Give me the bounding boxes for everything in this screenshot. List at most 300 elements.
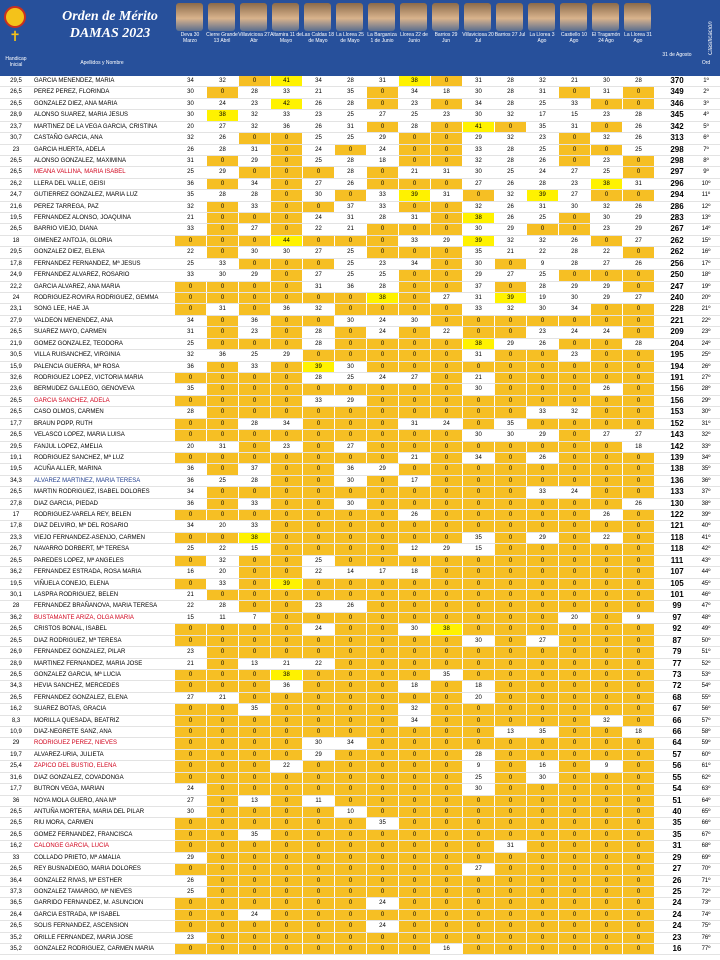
player-photo: [624, 3, 651, 31]
score-cell: 0: [270, 944, 302, 954]
score-cell: 0: [238, 841, 270, 851]
score-cell: 0: [590, 316, 622, 326]
table-row: [0, 659, 720, 670]
score-cell: 31: [334, 213, 366, 223]
score-cell: 0: [430, 921, 462, 931]
score-cell: 27: [206, 122, 238, 132]
score-cell: 0: [558, 476, 590, 486]
score-cell: 0: [462, 944, 494, 954]
score-cell: 0: [206, 499, 238, 509]
player-name-cell: FERNANDEZ GONZALEZ, ELENA: [34, 694, 128, 701]
score-cell: 0: [270, 853, 302, 863]
score-cell: 0: [238, 693, 270, 703]
side-note: Clasificación: [708, 21, 714, 55]
score-cell: 0: [494, 384, 526, 394]
score-cell: 28: [366, 282, 398, 292]
score-cell: 14: [334, 567, 366, 577]
score-cell: 0: [430, 659, 462, 669]
score-cell: 0: [270, 270, 302, 280]
score-cell: 30: [462, 110, 494, 120]
total-cell: 79: [672, 647, 682, 657]
total-cell: 256: [670, 258, 684, 268]
score-cell: 0: [270, 407, 302, 417]
table-row: [0, 487, 720, 498]
score-cell: 24: [302, 145, 334, 155]
score-cell: 0: [302, 613, 334, 623]
score-cell: 0: [174, 864, 206, 874]
handicap-cell: 19,1: [10, 454, 22, 461]
score-cell: 0: [206, 818, 238, 828]
score-cell: 0: [590, 636, 622, 646]
score-cell: 0: [174, 670, 206, 680]
total-cell: 296: [670, 178, 684, 188]
score-cell: 27: [398, 373, 430, 383]
score-cell: 0: [622, 544, 654, 554]
score-cell: 0: [398, 944, 430, 954]
score-cell: 0: [526, 544, 558, 554]
score-cell: 0: [494, 647, 526, 657]
score-cell: 0: [366, 830, 398, 840]
score-cell: 18: [366, 156, 398, 166]
handicap-cell: 23,1: [10, 306, 22, 313]
score-cell: 36: [334, 464, 366, 474]
score-cell: 0: [558, 533, 590, 543]
score-cell: 20: [558, 613, 590, 623]
score-cell: 0: [398, 282, 430, 292]
total-cell: 240: [670, 293, 684, 303]
score-cell: 15: [174, 613, 206, 623]
score-cell: 0: [334, 841, 366, 851]
score-cell: 28: [526, 282, 558, 292]
score-cell: 0: [590, 339, 622, 349]
table-row: [0, 259, 720, 270]
score-cell: 0: [462, 796, 494, 806]
total-cell: 298: [670, 144, 684, 154]
score-cell: 0: [494, 442, 526, 452]
player-name-cell: BERMUDEZ GALLEGO, GENOVEVA: [34, 386, 135, 393]
score-cell: 0: [302, 236, 334, 246]
score-cell: 0: [398, 556, 430, 566]
score-cell: 0: [398, 247, 430, 257]
score-cell: 0: [430, 636, 462, 646]
score-cell: 0: [558, 544, 590, 554]
score-cell: 0: [334, 419, 366, 429]
order-cell: 19º: [701, 283, 711, 290]
score-cell: 38: [366, 293, 398, 303]
score-cell: 0: [558, 442, 590, 452]
score-cell: 26: [622, 202, 654, 212]
score-cell: 0: [206, 87, 238, 97]
score-cell: 0: [526, 716, 558, 726]
score-cell: 0: [334, 693, 366, 703]
handicap-cell: 34,3: [10, 683, 22, 690]
order-cell: 1º: [703, 78, 709, 84]
score-cell: 0: [430, 647, 462, 657]
score-cell: 0: [270, 190, 302, 200]
player-name-cell: FANJUL LOPEZ, AMELIA: [34, 443, 103, 450]
player-photo: [528, 3, 555, 31]
score-cell: 0: [206, 236, 238, 246]
score-cell: 0: [174, 898, 206, 908]
score-cell: 30: [526, 304, 558, 314]
score-cell: 0: [398, 898, 430, 908]
score-cell: 31: [366, 76, 398, 86]
score-cell: 0: [366, 738, 398, 748]
score-cell: 0: [366, 750, 398, 760]
score-cell: 0: [270, 430, 302, 440]
score-cell: 0: [398, 499, 430, 509]
order-cell: 48º: [701, 614, 711, 621]
score-cell: 27: [366, 110, 398, 120]
total-cell: 67: [672, 704, 682, 714]
score-cell: 0: [366, 761, 398, 771]
score-cell: 34: [174, 487, 206, 497]
score-cell: 0: [494, 738, 526, 748]
score-cell: 29: [590, 293, 622, 303]
handicap-cell: 30,5: [10, 352, 22, 359]
table-row: [0, 898, 720, 909]
score-cell: 0: [430, 898, 462, 908]
score-cell: 20: [174, 442, 206, 452]
handicap-cell: 10,9: [10, 729, 22, 736]
table-row: [0, 407, 720, 418]
score-cell: 0: [526, 362, 558, 372]
order-cell: 66º: [701, 820, 711, 827]
player-name-cell: CASO OLMOS, CARMEN: [34, 409, 104, 416]
score-cell: 32: [590, 716, 622, 726]
score-cell: 0: [462, 807, 494, 817]
score-cell: 0: [302, 384, 334, 394]
score-cell: 30: [302, 738, 334, 748]
score-cell: 0: [270, 830, 302, 840]
score-cell: 33: [526, 407, 558, 417]
total-cell: 153: [670, 407, 684, 417]
score-cell: 0: [590, 464, 622, 474]
total-cell: 24: [672, 909, 682, 919]
score-cell: 31: [430, 167, 462, 177]
player-name-cell: ACUÑA ALLER, MARINA: [34, 466, 102, 473]
score-cell: 0: [174, 750, 206, 760]
score-cell: 0: [622, 533, 654, 543]
score-cell: 0: [334, 453, 366, 463]
score-cell: 0: [558, 887, 590, 897]
total-cell: 142: [670, 441, 684, 451]
score-cell: 0: [430, 533, 462, 543]
score-cell: 0: [558, 659, 590, 669]
score-cell: 26: [590, 384, 622, 394]
score-cell: 13: [494, 727, 526, 737]
score-cell: 0: [238, 784, 270, 794]
ranking-table: [0, 76, 720, 955]
handicap-cell: 16,2: [10, 843, 22, 850]
score-cell: 34: [174, 76, 206, 86]
score-cell: 0: [366, 647, 398, 657]
order-cell: 5º: [703, 123, 709, 130]
score-cell: 0: [366, 613, 398, 623]
score-cell: 35: [174, 190, 206, 200]
table-row: [0, 99, 720, 110]
score-cell: 25: [334, 247, 366, 257]
score-cell: 0: [558, 784, 590, 794]
score-cell: 0: [462, 647, 494, 657]
score-cell: 33: [366, 202, 398, 212]
score-cell: 0: [270, 727, 302, 737]
score-cell: 0: [430, 350, 462, 360]
score-cell: 0: [590, 487, 622, 497]
score-cell: 0: [366, 224, 398, 234]
score-cell: 0: [270, 773, 302, 783]
table-row: [0, 818, 720, 829]
score-cell: 0: [462, 841, 494, 851]
score-cell: 0: [302, 453, 334, 463]
score-cell: 0: [558, 796, 590, 806]
score-cell: 0: [622, 818, 654, 828]
score-cell: 0: [622, 521, 654, 531]
table-row: [0, 613, 720, 624]
score-cell: 0: [334, 887, 366, 897]
handicap-cell: 26,5: [10, 409, 22, 416]
score-cell: 0: [494, 464, 526, 474]
score-cell: 9: [590, 761, 622, 771]
handicap-cell: 26,2: [10, 180, 22, 187]
score-cell: 0: [238, 738, 270, 748]
score-cell: 0: [334, 773, 366, 783]
table-row: [0, 567, 720, 578]
score-cell: 0: [622, 670, 654, 680]
score-cell: 32: [494, 133, 526, 143]
score-cell: 0: [366, 579, 398, 589]
score-cell: 25: [334, 373, 366, 383]
score-cell: 0: [622, 921, 654, 931]
score-cell: 24: [238, 910, 270, 920]
score-cell: 0: [430, 704, 462, 714]
score-cell: 30: [462, 430, 494, 440]
score-cell: 0: [462, 327, 494, 337]
order-cell: 76º: [701, 934, 711, 941]
score-cell: 0: [238, 853, 270, 863]
score-cell: 0: [622, 304, 654, 314]
score-cell: 0: [366, 864, 398, 874]
score-cell: 0: [494, 716, 526, 726]
table-row: [0, 282, 720, 293]
score-cell: 0: [558, 213, 590, 223]
score-cell: 0: [366, 841, 398, 851]
score-cell: 0: [398, 487, 430, 497]
score-cell: 0: [494, 487, 526, 497]
score-cell: 0: [494, 636, 526, 646]
score-cell: 0: [398, 910, 430, 920]
score-cell: 0: [462, 601, 494, 611]
score-cell: 0: [494, 259, 526, 269]
score-cell: 0: [302, 830, 334, 840]
score-cell: 0: [590, 304, 622, 314]
score-cell: 24: [430, 419, 462, 429]
score-cell: 29: [622, 213, 654, 223]
score-cell: 22: [302, 224, 334, 234]
score-cell: 28: [302, 327, 334, 337]
score-cell: 0: [526, 396, 558, 406]
score-cell: 0: [366, 784, 398, 794]
score-cell: 0: [558, 738, 590, 748]
table-row: [0, 579, 720, 590]
order-cell: 11º: [701, 192, 711, 199]
score-cell: 0: [398, 304, 430, 314]
club-logo: [4, 6, 26, 28]
score-cell: 35: [238, 830, 270, 840]
score-cell: 32: [238, 122, 270, 132]
score-cell: 0: [590, 373, 622, 383]
score-cell: 0: [270, 167, 302, 177]
score-cell: 0: [590, 910, 622, 920]
score-cell: 0: [590, 396, 622, 406]
score-cell: 0: [302, 636, 334, 646]
score-cell: 0: [526, 521, 558, 531]
score-cell: 0: [590, 499, 622, 509]
score-cell: 38: [462, 339, 494, 349]
score-cell: 26: [526, 453, 558, 463]
score-cell: 0: [526, 921, 558, 931]
score-cell: 0: [494, 853, 526, 863]
table-row: [0, 910, 720, 921]
score-cell: 0: [462, 830, 494, 840]
score-cell: 0: [238, 453, 270, 463]
score-cell: 0: [494, 796, 526, 806]
total-cell: 25: [672, 886, 682, 896]
score-cell: 0: [238, 236, 270, 246]
score-cell: 0: [398, 636, 430, 646]
handicap-cell: 19,5: [10, 466, 22, 473]
score-cell: 0: [398, 350, 430, 360]
score-cell: 0: [270, 716, 302, 726]
score-cell: 0: [302, 419, 334, 429]
order-cell: 68º: [701, 843, 711, 850]
score-cell: 23: [526, 133, 558, 143]
score-cell: 0: [398, 864, 430, 874]
score-cell: 0: [622, 693, 654, 703]
score-cell: 0: [494, 750, 526, 760]
handicap-cell: 36: [12, 797, 20, 804]
order-cell: 8º: [703, 157, 709, 164]
order-cell: 47º: [701, 603, 711, 610]
order-cell: 58º: [701, 729, 711, 736]
score-cell: 0: [558, 636, 590, 646]
score-cell: 0: [430, 224, 462, 234]
order-cell: 26º: [701, 363, 711, 370]
score-cell: 0: [334, 384, 366, 394]
order-cell: 21º: [701, 306, 711, 313]
score-cell: 0: [398, 727, 430, 737]
score-cell: 0: [238, 864, 270, 874]
score-cell: 0: [334, 579, 366, 589]
player-name-cell: GARCIA HUERTA, ADELA: [34, 146, 106, 153]
score-cell: 0: [302, 853, 334, 863]
score-cell: 0: [526, 384, 558, 394]
score-cell: 0: [526, 373, 558, 383]
total-cell: 138: [670, 464, 684, 474]
order-cell: 4º: [703, 112, 709, 119]
handicap-cell: 26,5: [10, 226, 22, 233]
table-row: [0, 796, 720, 807]
score-cell: 0: [558, 224, 590, 234]
score-cell: 0: [526, 910, 558, 920]
player-name-cell: GONZALEZ TAMARGO, Mª NIEVES: [34, 888, 133, 895]
score-cell: 0: [462, 499, 494, 509]
table-row: [0, 304, 720, 315]
total-cell: 136: [670, 475, 684, 485]
score-cell: 0: [622, 681, 654, 691]
order-cell: 46º: [701, 591, 711, 598]
score-cell: 0: [174, 636, 206, 646]
player-name-cell: FERNANDEZ FERNANDEZ, Mª JESUS: [34, 260, 141, 267]
score-cell: 0: [398, 670, 430, 680]
score-cell: 0: [430, 693, 462, 703]
score-cell: 0: [238, 647, 270, 657]
score-cell: 38: [398, 76, 430, 86]
score-cell: 31: [174, 156, 206, 166]
score-cell: 0: [462, 316, 494, 326]
score-cell: 12: [398, 544, 430, 554]
score-cell: 0: [270, 510, 302, 520]
score-cell: 0: [526, 841, 558, 851]
score-cell: 0: [302, 647, 334, 657]
handicap-cell: 26,5: [10, 489, 22, 496]
score-cell: 0: [302, 910, 334, 920]
score-cell: 0: [558, 681, 590, 691]
score-cell: 0: [238, 407, 270, 417]
score-cell: 0: [558, 384, 590, 394]
score-cell: 0: [270, 738, 302, 748]
score-cell: 0: [558, 818, 590, 828]
order-cell: 37º: [701, 489, 711, 496]
score-cell: 0: [206, 636, 238, 646]
score-cell: 0: [238, 670, 270, 680]
score-cell: 0: [622, 373, 654, 383]
score-cell: 18: [398, 681, 430, 691]
handicap-cell: 28,9: [10, 112, 22, 119]
score-cell: 29: [334, 396, 366, 406]
score-cell: 0: [494, 933, 526, 943]
score-cell: 33: [462, 304, 494, 314]
table-row: [0, 704, 720, 715]
score-cell: 0: [430, 247, 462, 257]
score-cell: 0: [622, 156, 654, 166]
score-cell: 29: [526, 533, 558, 543]
handicap-cell: 26,5: [10, 923, 22, 930]
score-cell: 22: [590, 247, 622, 257]
score-cell: 0: [238, 807, 270, 817]
score-cell: 25: [206, 476, 238, 486]
score-cell: 36: [206, 350, 238, 360]
score-cell: 18: [462, 681, 494, 691]
score-cell: 25: [302, 156, 334, 166]
handicap-cell: 26,5: [10, 809, 22, 815]
table-header: [0, 0, 720, 76]
score-cell: 0: [302, 167, 334, 177]
table-row: [0, 236, 720, 247]
score-cell: 31: [462, 350, 494, 360]
score-cell: 0: [366, 430, 398, 440]
score-cell: 24: [526, 167, 558, 177]
score-cell: 0: [206, 464, 238, 474]
total-cell: 77: [672, 658, 682, 668]
score-cell: 30: [558, 293, 590, 303]
score-cell: 0: [270, 933, 302, 943]
player-name-cell: LLERA DEL VALLE, GEISI: [34, 180, 106, 187]
score-cell: 0: [622, 464, 654, 474]
score-cell: 0: [366, 796, 398, 806]
score-cell: 0: [302, 579, 334, 589]
score-cell: 0: [462, 853, 494, 863]
